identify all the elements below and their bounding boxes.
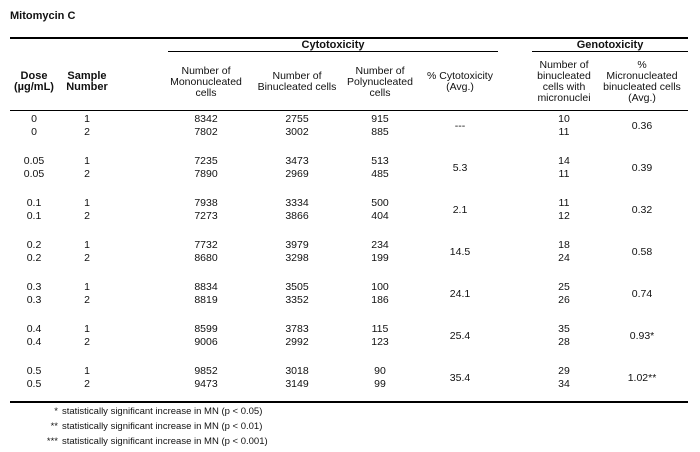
cell-poly: 885	[371, 125, 389, 138]
header-sample: Sample Number	[66, 70, 108, 93]
cell-micro-avg: 0.39	[631, 162, 653, 175]
cell-micro-avg: 0.36	[631, 120, 653, 133]
footnote-text: statistically significant increase in MN (p < 0.05)	[62, 406, 263, 417]
cell-poly: 500	[371, 197, 389, 209]
cell-binmic: 12	[558, 209, 570, 222]
cell-dose: 0	[31, 125, 37, 138]
cell-sample: 2	[84, 125, 90, 138]
cell-poly: 234	[371, 239, 389, 251]
cell-sample: 2	[84, 167, 90, 180]
cell-sample: 2	[84, 251, 90, 264]
cell-binmic: 25	[558, 281, 570, 293]
cell-binmic: 26	[558, 293, 570, 306]
cell-poly: 186	[371, 293, 389, 306]
cell-mono: 7235	[194, 155, 218, 167]
cell-binmic: 24	[558, 251, 570, 264]
header-mono: Number of Mononucleated cells	[170, 64, 242, 99]
cell-mono: 8819	[194, 293, 218, 306]
cell-sample: 1	[84, 197, 90, 209]
cell-bin: 3018	[285, 365, 309, 377]
cell-binmic: 18	[558, 239, 570, 251]
cell-dose: 0.5	[26, 377, 42, 390]
cell-mono: 8599	[194, 323, 218, 335]
cell-bin: 3149	[285, 377, 309, 390]
cell-dose: 0.1	[26, 197, 42, 209]
cell-dose: 0.3	[26, 293, 42, 306]
cell-bin: 3298	[285, 251, 309, 264]
cell-poly: 513	[371, 155, 389, 167]
cell-sample: 2	[84, 209, 90, 222]
cell-binmic: 28	[558, 335, 570, 348]
cell-poly: 99	[374, 377, 386, 390]
footnote-text: statistically significant increase in MN (p < 0.01)	[62, 421, 263, 432]
cell-poly: 915	[371, 113, 389, 125]
header-binmic: Number of binucleated cells with micronuclei	[537, 59, 591, 104]
cell-cyto-avg: 2.1	[452, 204, 468, 217]
cell-dose: 0.2	[26, 239, 42, 251]
cell-dose: 0.4	[26, 335, 42, 348]
cell-mono: 7890	[194, 167, 218, 180]
cell-cyto-avg: 14.5	[449, 246, 471, 259]
cell-bin: 3334	[285, 197, 309, 209]
header-micro: % Micronucleated binucleated cells (Avg.)	[603, 59, 681, 104]
footnote-text: statistically significant increase in MN (p < 0.001)	[62, 436, 268, 447]
cell-mono: 8680	[194, 251, 218, 264]
cell-cyto-avg: 24.1	[449, 288, 471, 301]
cell-cyto-avg: 5.3	[452, 162, 468, 175]
cell-dose: 0.2	[26, 251, 42, 264]
cell-sample: 1	[84, 365, 90, 377]
cell-mono: 7273	[194, 209, 218, 222]
cell-binmic: 14	[558, 155, 570, 167]
cell-mono: 7802	[194, 125, 218, 138]
cell-binmic: 29	[558, 365, 570, 377]
cell-cyto-avg: 35.4	[449, 372, 471, 385]
cytotoxicity-rule	[168, 51, 498, 52]
footnote-mark: **	[50, 421, 58, 432]
cell-sample: 1	[84, 155, 90, 167]
header-bin: Number of Binucleated cells	[257, 70, 337, 93]
cell-bin: 3473	[285, 155, 309, 167]
cell-micro-avg: 0.58	[631, 246, 653, 259]
cell-bin: 3352	[285, 293, 309, 306]
footnote-mark: ***	[46, 436, 58, 447]
cell-cyto-avg: ---	[454, 120, 466, 133]
header-rule	[10, 110, 688, 111]
cell-dose: 0.05	[23, 155, 45, 167]
cell-poly: 100	[371, 281, 389, 293]
cell-mono: 8834	[194, 281, 218, 293]
genotoxicity-rule	[532, 51, 688, 52]
cell-sample: 1	[84, 239, 90, 251]
table-title: Mitomycin C	[10, 10, 76, 22]
cell-mono: 9852	[194, 365, 218, 377]
cell-bin: 3866	[285, 209, 309, 222]
cell-poly: 485	[371, 167, 389, 180]
cell-micro-avg: 0.74	[631, 288, 653, 301]
cell-bin: 3979	[285, 239, 309, 251]
group-cytotoxicity: Cytotoxicity	[301, 39, 365, 51]
cell-dose: 0.5	[26, 365, 42, 377]
cell-bin: 2755	[285, 113, 309, 125]
cell-dose: 0.4	[26, 323, 42, 335]
cell-binmic: 35	[558, 323, 570, 335]
cell-dose: 0.05	[23, 167, 45, 180]
cell-cyto-avg: 25.4	[449, 330, 471, 343]
cell-binmic: 11	[558, 167, 570, 180]
cell-sample: 1	[84, 113, 90, 125]
cell-poly: 123	[371, 335, 389, 348]
cell-mono: 9006	[194, 335, 218, 348]
cell-sample: 2	[84, 335, 90, 348]
cell-micro-avg: 0.93*	[629, 330, 655, 343]
cell-micro-avg: 0.32	[631, 204, 653, 217]
cell-poly: 90	[374, 365, 386, 377]
cell-bin: 3002	[285, 125, 309, 138]
header-poly: Number of Polynucleated cells	[347, 64, 413, 99]
group-genotoxicity: Genotoxicity	[576, 39, 644, 51]
cell-poly: 115	[371, 323, 389, 335]
cell-bin: 3505	[285, 281, 309, 293]
cell-binmic: 11	[558, 125, 570, 138]
cell-binmic: 11	[558, 197, 570, 209]
header-cyto: % Cytotoxicity (Avg.)	[427, 70, 493, 93]
cell-mono: 7938	[194, 197, 218, 209]
cell-mono: 9473	[194, 377, 218, 390]
cell-sample: 1	[84, 323, 90, 335]
cell-mono: 8342	[194, 113, 218, 125]
cell-bin: 2992	[285, 335, 309, 348]
cell-binmic: 34	[558, 377, 570, 390]
cell-poly: 404	[371, 209, 389, 222]
header-dose: Dose (µg/mL)	[14, 70, 54, 93]
cell-sample: 2	[84, 377, 90, 390]
cell-binmic: 10	[558, 113, 570, 125]
cell-sample: 1	[84, 281, 90, 293]
cell-micro-avg: 1.02**	[627, 372, 657, 385]
cell-poly: 199	[371, 251, 389, 264]
cell-bin: 3783	[285, 323, 309, 335]
bottom-rule	[10, 401, 688, 403]
cell-dose: 0	[31, 113, 37, 125]
cell-mono: 7732	[194, 239, 218, 251]
cell-dose: 0.1	[26, 209, 42, 222]
cell-sample: 2	[84, 293, 90, 306]
cell-bin: 2969	[285, 167, 309, 180]
cell-dose: 0.3	[26, 281, 42, 293]
footnote-mark: *	[54, 406, 58, 417]
